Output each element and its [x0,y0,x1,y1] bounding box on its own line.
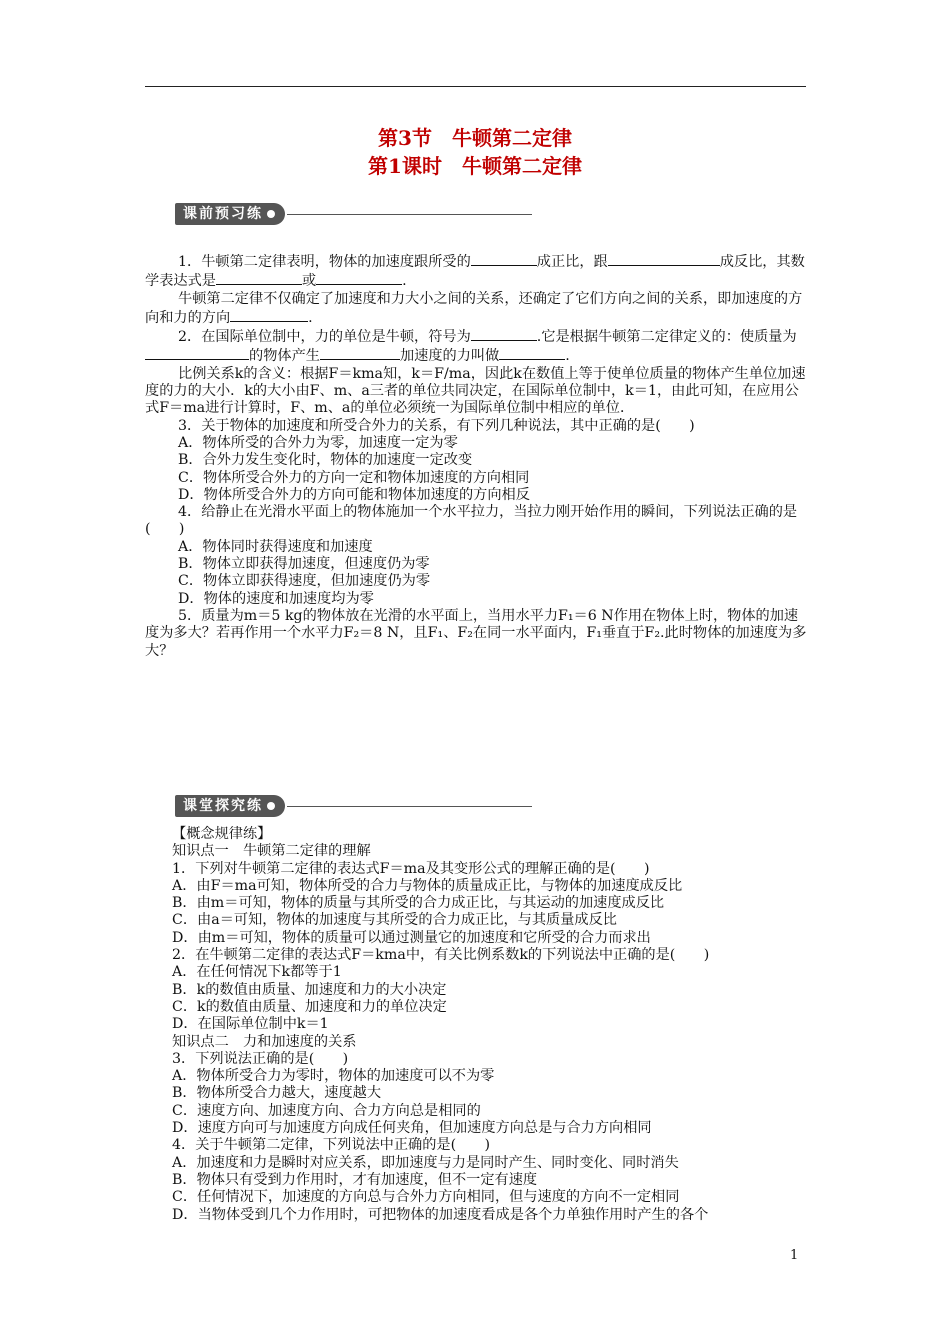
option-item: C．由a＝可知，物体的加速度与其所受的合力成正比，与其质量成反比 [172,912,617,929]
classwork-question-2: 2．在牛顿第二定律的表达式F＝kma中，有关比例系数k的下列说法中正确的是( ) [172,947,710,964]
option-item: A．物体同时获得速度和加速度 [178,538,373,555]
question-1-note: 牛顿第二定律不仅确定了加速度和力大小之间的关系，还确定了它们方向之间的关系，即加速度的方向和力的方向 . [145,290,803,326]
preview-banner [175,203,532,225]
option-item: A．物体所受的合外力为零，加速度一定为零 [178,434,458,451]
preview-banner-label: 课前预习练 [183,206,263,222]
answer-blank[interactable] [320,346,400,360]
option-item: A．加速度和力是瞬时对应关系，即加速度与力是同时产生、同时变化、同时消失 [172,1154,679,1171]
page-number: 1 [790,1248,799,1263]
option-item: C．任何情况下，加速度的方向总与合外力方向相同，但与速度的方向不一定相同 [172,1189,680,1206]
classwork-banner [175,795,532,817]
option-item: B．由m＝可知，物体的质量与其所受的合力成正比，与其运动的加速度成反比 [172,895,665,912]
option-item: B．k的数值由质量、加速度和力的大小决定 [172,981,447,998]
option-item: C．物体所受合外力的方向一定和物体加速度的方向相同 [178,469,530,486]
option-item: B．合外力发生变化时，物体的加速度一定改变 [178,452,473,469]
banner-rule [287,806,532,807]
answer-blank[interactable] [216,271,302,285]
bullet-dot-icon [267,802,275,810]
question-5: 5．质量为m＝5 kg的物体放在光滑的水平面上，当用水平力F₁＝6 N作用在物体上时，物体的加速度为多大？若再作用一个水平力F₂＝8 N，且F₁、F₂在同一水平面内，F₁垂直于F₂.此时物体的加速度为多大？ [145,607,807,659]
answer-blank[interactable] [471,252,537,266]
option-item: D．速度方向可与加速度方向成任何夹角，但加速度方向总是与合力方向相同 [172,1120,652,1137]
answer-blank[interactable] [471,327,537,341]
knowledge-point-1: 知识点一 牛顿第二定律的理解 [172,843,371,860]
knowledge-point-2: 知识点二 力和加速度的关系 [172,1033,357,1050]
option-item: D．在国际单位制中k＝1 [172,1016,329,1033]
option-item: D．物体所受合外力的方向可能和物体加速度的方向相反 [178,486,530,503]
option-item: A．物体所受合力为零时，物体的加速度可以不为零 [172,1068,495,1085]
option-item: D．当物体受到几个力作用时，可把物体的加速度看成是各个力单独作用时产生的各个 [172,1206,709,1223]
preview-section [145,252,807,660]
classwork-question-3: 3．下列说法正确的是( ) [172,1050,349,1067]
classwork-question-4: 4．关于牛顿第二定律，下列说法中正确的是( ) [172,1137,491,1154]
option-item: B．物体立即获得加速度，但速度仍为零 [178,556,430,573]
question-2-note: 比例关系k的含义：根据F＝kma知，k＝F/ma，因此k在数值上等于使单位质量的物体产生单位加速度的力的大小．k的大小由F、m、a三者的单位共同决定，在国际单位制中，k＝1，由此可知，在应用公式F＝ma进行计算时，F、m、a的单位必须统一为国际单位制中相应的单位． [145,365,806,417]
answer-blank[interactable] [499,346,565,360]
option-item: A．在任何情况下k都等于1 [172,964,342,981]
option-item: D．物体的速度和加速度均为零 [178,590,374,607]
classwork-question-1: 1．下列对牛顿第二定律的表达式F＝ma及其变形公式的理解正确的是( ) [172,860,650,877]
option-item: A．由F＝ma可知，物体所受的合力与物体的质量成正比，与物体的加速度成反比 [172,877,683,894]
header-rule [145,86,806,87]
option-item: B．物体只有受到力作用时，才有加速度，但不一定有速度 [172,1171,538,1188]
answer-blank[interactable] [230,308,308,322]
answer-blank[interactable] [316,271,402,285]
lesson-title: 第1课时 牛顿第二定律 [368,154,582,178]
answer-blank[interactable] [608,252,720,266]
banner-rule [287,214,532,215]
classwork-section [172,826,808,1224]
option-item: D．由m＝可知，物体的质量可以通过测量它的加速度和它所受的合力而求出 [172,929,651,946]
question-2: 2．在国际单位制中，力的单位是牛顿，符号为 .它是根据牛顿第二定律定义的：使质量为的物体产生 加速度的力叫做 . [145,327,807,366]
answer-blank[interactable] [145,346,249,360]
classwork-heading: 【概念规律练】 [172,826,272,842]
option-item: C．速度方向、加速度方向、合力方向总是相同的 [172,1102,481,1119]
option-item: C．k的数值由质量、加速度和力的单位决定 [172,998,447,1015]
question-1: 1．牛顿第二定律表明，物体的加速度跟所受的 成正比，跟 成反比，其数学表达式是 或 . [145,254,805,290]
classwork-banner-label: 课堂探究练 [183,798,263,814]
question-3: 3．关于物体的加速度和所受合外力的关系，有下列几种说法，其中正确的是( ) [178,417,695,434]
option-item: B．物体所受合力越大，速度越大 [172,1085,382,1102]
bullet-dot-icon [267,210,275,218]
section-title: 第3节 牛顿第二定律 [378,126,572,150]
option-item: C．物体立即获得速度，但加速度仍为零 [178,573,431,590]
question-4: 4．给静止在光滑水平面上的物体施加一个水平拉力，当拉力刚开始作用的瞬间，下列说法正确的是( ) [145,504,798,538]
